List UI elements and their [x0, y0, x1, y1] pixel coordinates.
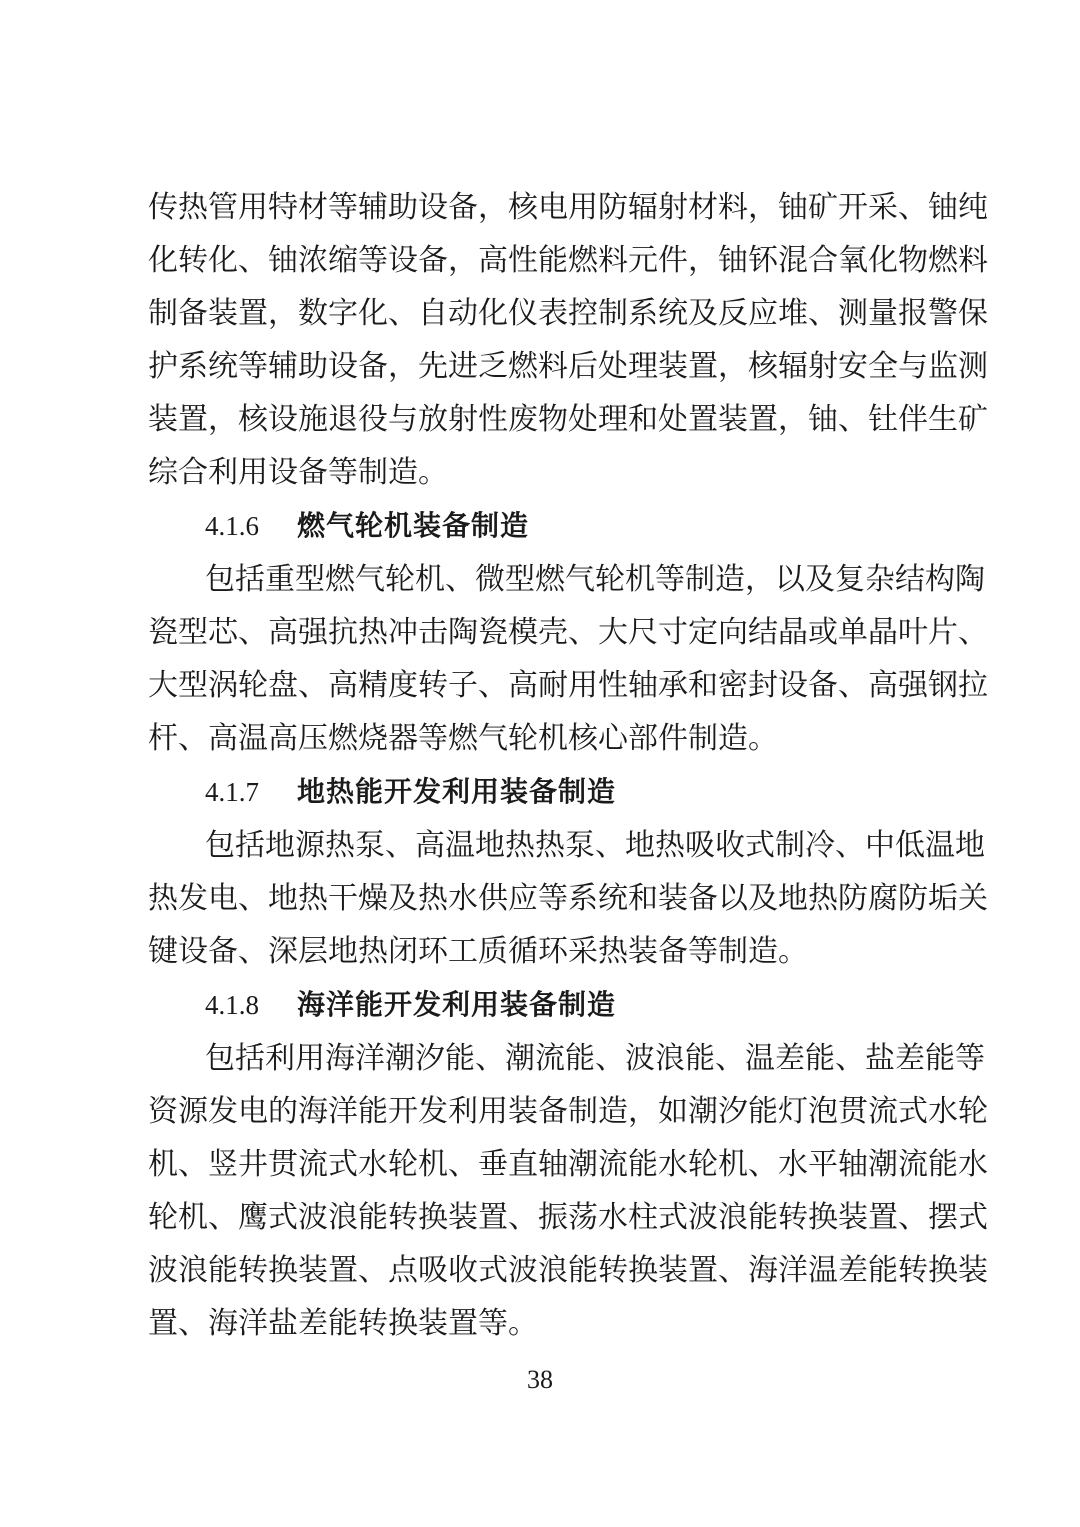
paragraph-line: 资源发电的海洋能开发利用装备制造，如潮汐能灯泡贯流式水轮: [148, 1094, 988, 1129]
paragraph-line: 综合利用设备等制造。: [148, 455, 448, 490]
paragraph-line: 波浪能转换装置、点吸收式波浪能转换装置、海洋温差能转换装: [148, 1253, 988, 1288]
section-title: 燃气轮机装备制造: [297, 509, 530, 542]
paragraph-line: 杆、高温高压燃烧器等燃气轮机核心部件制造。: [148, 721, 778, 756]
section-number: 4.1.8: [205, 990, 259, 1020]
section-heading-4-1-8: [205, 985, 616, 1025]
section-heading-4-1-7: [205, 772, 616, 812]
paragraph-line: 置、海洋盐差能转换装置等。: [148, 1306, 538, 1341]
paragraph-line: 包括地源热泵、高温地热热泵、地热吸收式制冷、中低温地: [205, 828, 985, 863]
paragraph-line: 包括重型燃气轮机、微型燃气轮机等制造，以及复杂结构陶: [205, 562, 985, 597]
section-title: 地热能开发利用装备制造: [297, 775, 617, 808]
paragraph-line: 装置，核设施退役与放射性废物处理和处置装置，铀、钍伴生矿: [148, 402, 988, 437]
paragraph-line: 大型涡轮盘、高精度转子、高耐用性轴承和密封设备、高强钢拉: [148, 668, 988, 703]
paragraph-line: 化转化、铀浓缩等设备，高性能燃料元件，铀钚混合氧化物燃料: [148, 243, 988, 278]
section-number: 4.1.7: [205, 777, 259, 807]
paragraph-line: 键设备、深层地热闭环工质循环采热装备等制造。: [148, 934, 808, 969]
paragraph-line: 护系统等辅助设备，先进乏燃料后处理装置，核辐射安全与监测: [148, 349, 988, 384]
section-number: 4.1.6: [205, 511, 259, 541]
paragraph-line: 包括利用海洋潮汐能、潮流能、波浪能、温差能、盐差能等: [205, 1041, 985, 1076]
section-title: 海洋能开发利用装备制造: [297, 988, 617, 1021]
page-number: 38: [527, 1365, 553, 1394]
paragraph-line: 制备装置，数字化、自动化仪表控制系统及反应堆、测量报警保: [148, 296, 988, 331]
paragraph-line: 轮机、鹰式波浪能转换装置、振荡水柱式波浪能转换装置、摆式: [148, 1200, 988, 1235]
paragraph-line: 瓷型芯、高强抗热冲击陶瓷模壳、大尺寸定向结晶或单晶叶片、: [148, 615, 988, 650]
paragraph-line: 热发电、地热干燥及热水供应等系统和装备以及地热防腐防垢关: [148, 881, 988, 916]
paragraph-line: 机、竖井贯流式水轮机、垂直轴潮流能水轮机、水平轴潮流能水: [148, 1147, 988, 1182]
section-heading-4-1-6: [205, 506, 529, 546]
paragraph-line: 传热管用特材等辅助设备，核电用防辐射材料，铀矿开采、铀纯: [148, 190, 988, 225]
